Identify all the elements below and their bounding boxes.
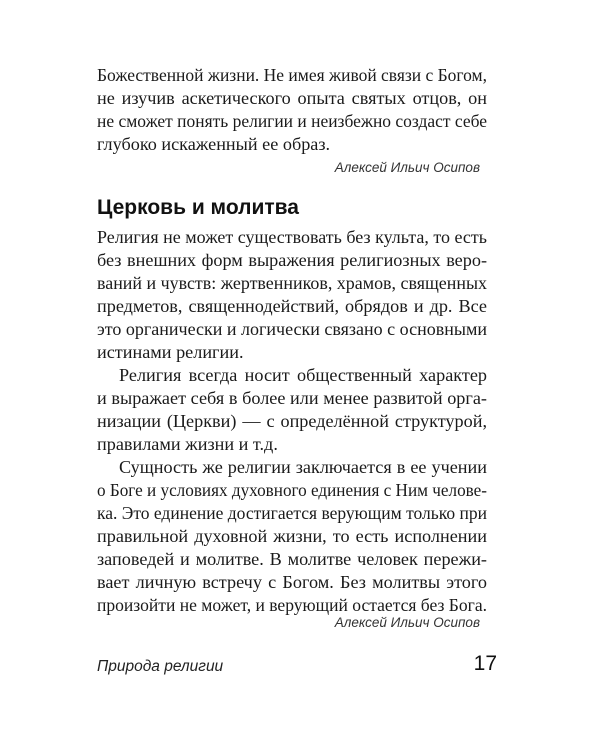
section-attribution: Алексей Ильич Осипов <box>334 615 480 630</box>
quote-line: не сможет понять религии и неизбежно создаст себе <box>97 111 487 131</box>
paragraph-line: о Боге и условиях духовного единения с Ним челове- <box>97 480 487 500</box>
paragraph-line: ка. Это единение достигается верующим только при <box>97 503 487 523</box>
paragraph-line: это органически и логически связано с основными <box>97 319 487 339</box>
paragraph-line: истинами религии. <box>97 342 244 362</box>
paragraph-line: Религия всегда носит общественный характер <box>119 365 487 385</box>
paragraph-line: ваний и чувств: жертвенников, храмов, священных <box>97 273 487 293</box>
quote-line: глубоко искаженный ее образ. <box>97 134 331 154</box>
section-heading: Церковь и молитва <box>97 196 299 219</box>
paragraph-line: вает личную встречу с Богом. Без молитвы этого <box>97 572 487 592</box>
paragraph-line: низации (Церкви) — с определённой структурой, <box>97 411 487 431</box>
paragraph-line: заповедей и молитве. В молитве человек пережи- <box>97 549 487 569</box>
quote-line: не изучив аскетического опыта святых отцов, он <box>97 88 487 108</box>
running-footer-title: Природа религии <box>97 658 224 675</box>
paragraph-line: и выражает себя в более или менее развитой орга- <box>97 388 487 408</box>
quote-attribution: Алексей Ильич Осипов <box>334 160 480 175</box>
paragraph-line: Религия не может существовать без культа, то есть <box>97 227 487 247</box>
paragraph-line: правильной духовной жизни, то есть исполнении <box>97 526 487 546</box>
quote-line: Божественной жизни. Не имея живой связи с Богом, <box>97 65 487 85</box>
paragraph-line: без внешних форм выражения религиозных веро- <box>97 250 487 270</box>
paragraph-line: правилами жизни и т.д. <box>97 434 278 454</box>
paragraph-line: произойти не может, и верующий остается без Бога. <box>97 595 487 615</box>
paragraph-line: Сущность же религии заключается в ее учении <box>119 457 487 477</box>
paragraph-line: предметов, священнодействий, обрядов и др. Все <box>97 296 487 316</box>
page-number: 17 <box>473 652 497 675</box>
